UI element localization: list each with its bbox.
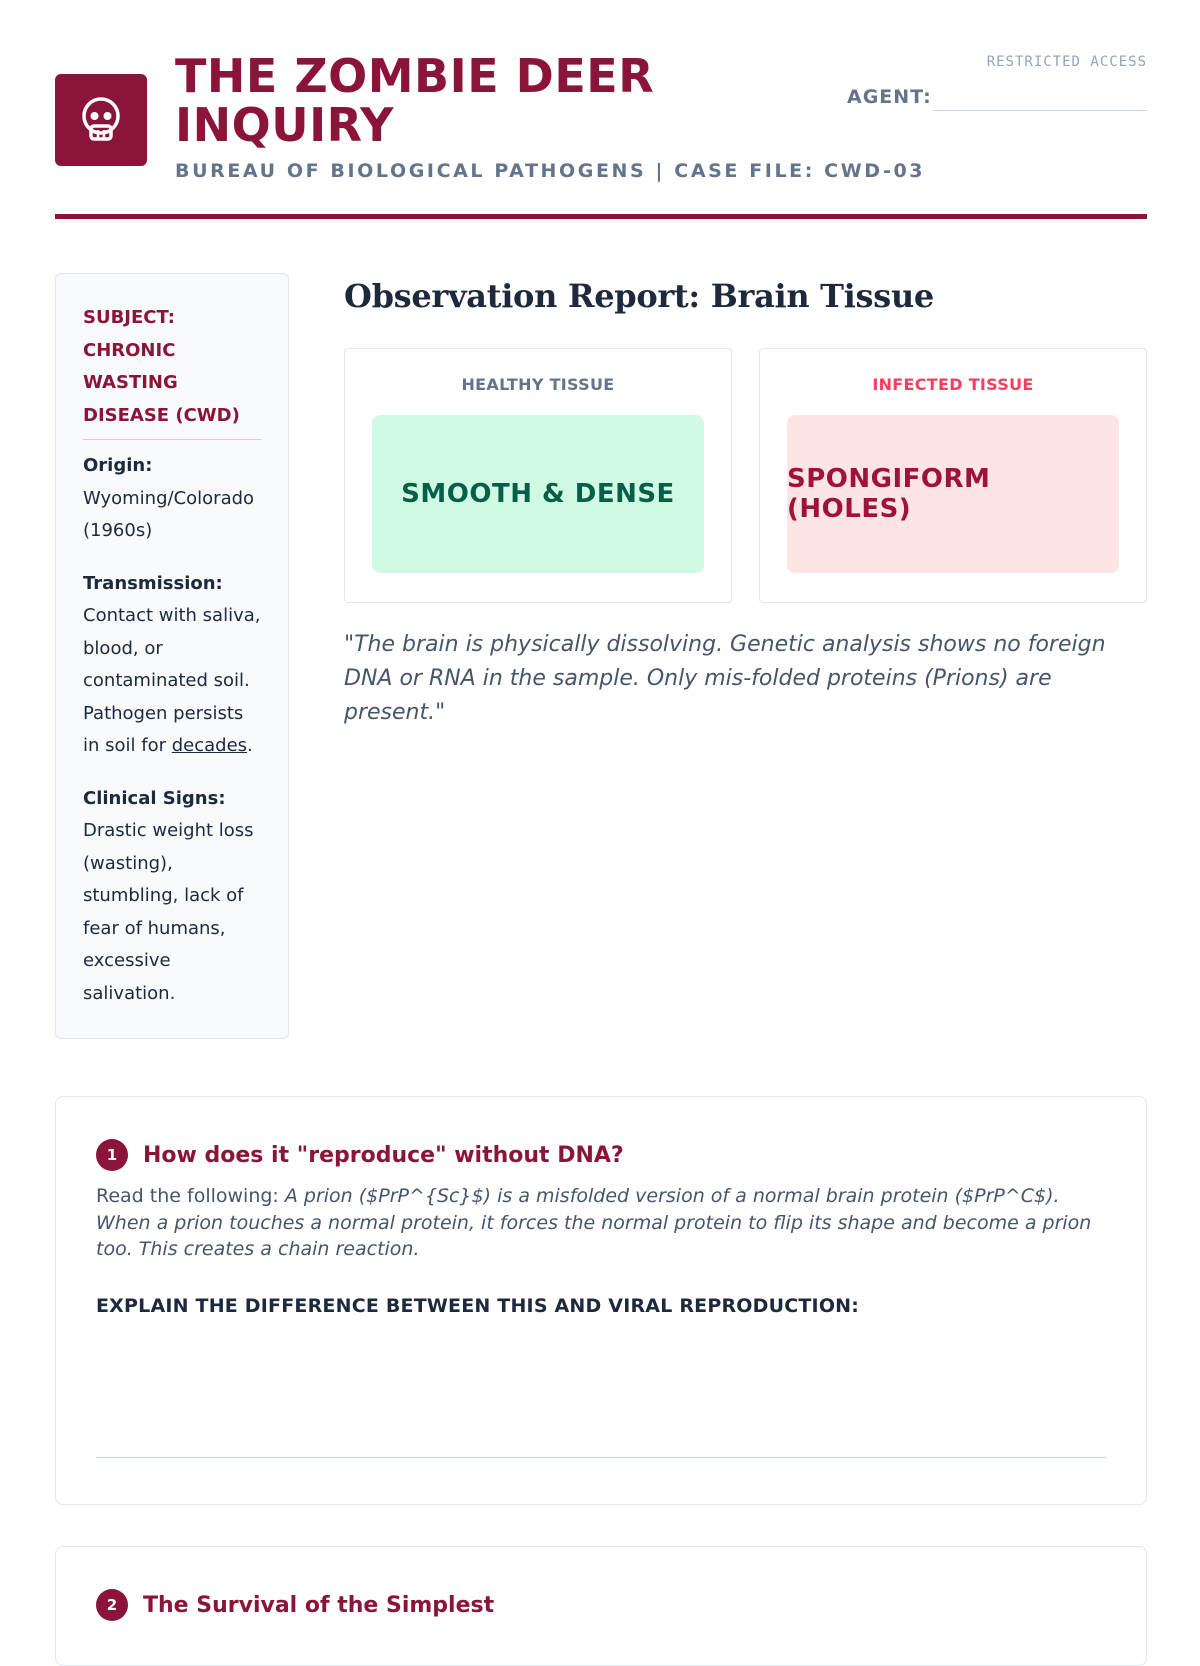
clinical-signs-value: Drastic weight loss (wasting), stumbling, lack of fear of humans, excessive salivation.	[83, 820, 254, 1004]
healthy-tissue-label: HEALTHY TISSUE	[461, 375, 615, 394]
clinical-signs-label: Clinical Signs:	[83, 787, 226, 809]
infected-tissue-card	[759, 348, 1147, 603]
page-title: THE ZOMBIE DEER INQUIRY	[175, 49, 655, 152]
observation-quote: "The brain is physically dissolving. Genetic analysis shows no foreign DNA or RNA in the sample. Only mis-folded proteins (Prions) are present."	[344, 632, 1106, 725]
origin-value: Wyoming/Colorado (1960s)	[83, 487, 255, 541]
page-header	[55, 49, 1147, 217]
transmission-emphasis: decades	[171, 735, 248, 756]
healthy-tissue-card	[344, 348, 732, 603]
worksheet-page	[55, 0, 1147, 1618]
question-title: How does it "reproduce" without DNA?	[143, 1142, 624, 1168]
origin-label: Origin:	[83, 455, 153, 476]
question-passage	[96, 1183, 1096, 1263]
subject-heading: SUBJECT: CHRONIC WASTING DISEASE (CWD)	[83, 302, 262, 440]
answer-field[interactable]	[96, 1457, 1106, 1458]
transmission-block	[83, 568, 262, 763]
transmission-label: Transmission:	[83, 572, 223, 594]
tissue-comparison	[344, 348, 1147, 603]
logo-badge	[55, 74, 147, 166]
question-card	[55, 1096, 1147, 1505]
origin-block	[83, 450, 262, 548]
observation-report	[344, 273, 1147, 725]
case-sidebar	[55, 273, 289, 1039]
question-header	[96, 1139, 624, 1171]
transmission-value: Contact with saliva, blood, or contaminated soil. Pathogen persists in soil for	[83, 605, 261, 756]
case-subtitle: BUREAU OF BIOLOGICAL PATHOGENS | CASE FILE: CWD-03	[175, 160, 926, 182]
agent-name-field[interactable]	[933, 110, 1147, 111]
infected-tissue-sample: SPONGIFORM (HOLES)	[787, 415, 1119, 573]
infected-tissue-label: INFECTED TISSUE	[872, 375, 1034, 394]
passage-text: A prion ($PrP^{Sc}$) is a misfolded version of a normal brain protein ($PrP^C$). When a prion touches a normal protein, it forces the normal protein to flip its shape and become a prion too. This creates a chain reaction.	[96, 1185, 1092, 1260]
transmission-end: .	[247, 735, 253, 756]
question-number-badge: 2	[96, 1589, 128, 1621]
question-title: The Survival of the Simplest	[143, 1592, 495, 1618]
restricted-access-label: RESTRICTED ACCESS	[986, 54, 1147, 70]
question-card	[55, 1546, 1147, 1666]
skull-icon	[79, 96, 123, 144]
header-divider	[55, 214, 1147, 219]
report-title: Observation Report: Brain Tissue	[344, 277, 934, 315]
question-prompt: EXPLAIN THE DIFFERENCE BETWEEN THIS AND VIRAL REPRODUCTION:	[96, 1295, 860, 1317]
healthy-tissue-sample: SMOOTH & DENSE	[372, 415, 704, 573]
passage-lead: Read the following:	[96, 1185, 285, 1207]
agent-label: AGENT:	[847, 86, 932, 108]
question-number-badge: 1	[96, 1139, 128, 1171]
clinical-signs-block	[83, 783, 262, 1011]
question-header	[96, 1589, 494, 1621]
